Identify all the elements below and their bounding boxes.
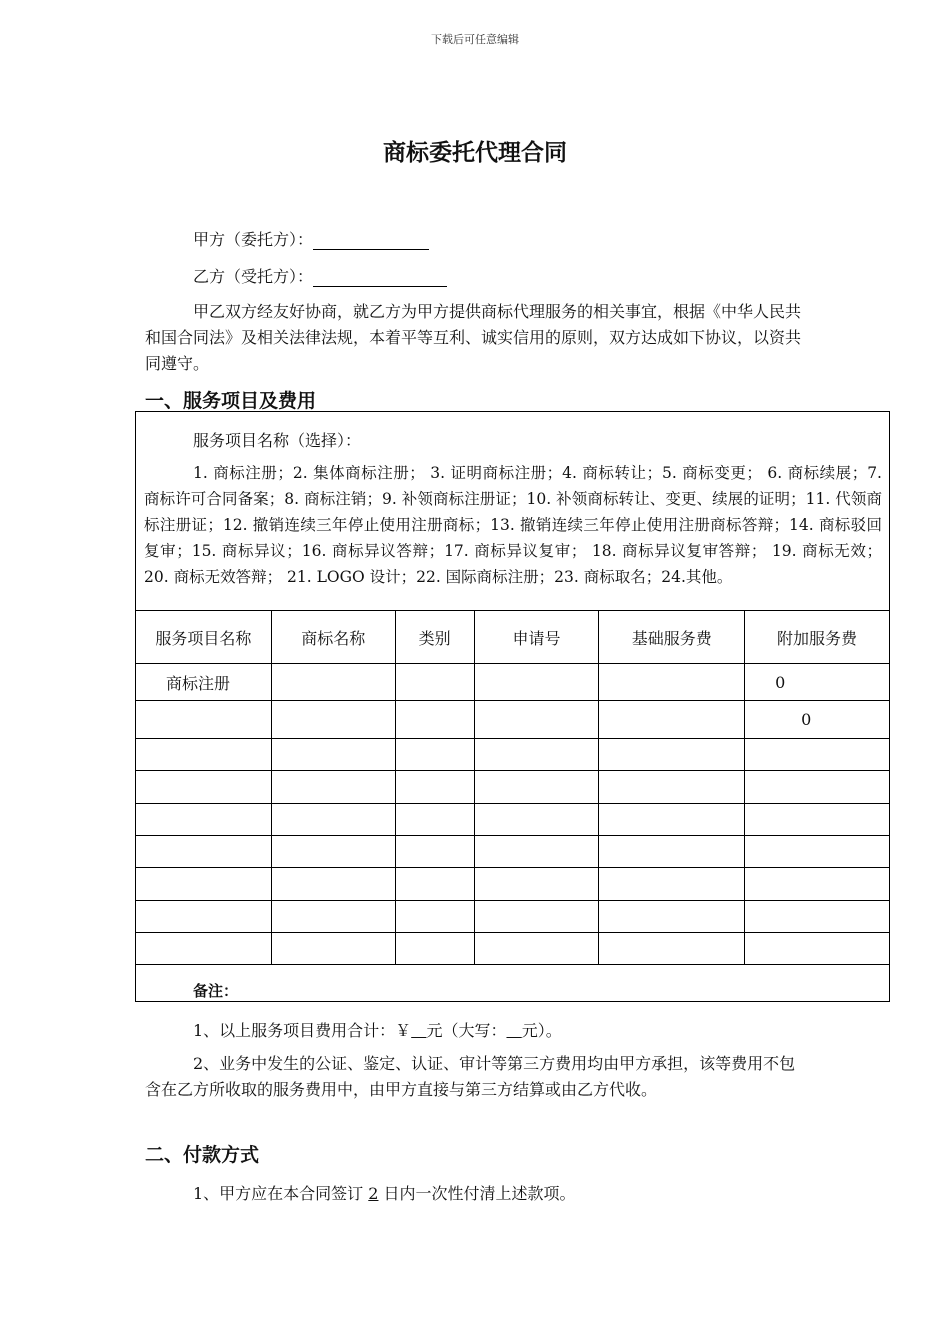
payment-prefix: 1、甲方应在本合同签订 (193, 1184, 369, 1203)
service-items-list: 1. 商标注册；2. 集体商标注册； 3. 证明商标注册；4. 商标转让；5. 商标变更； 6. 商标续展；7. 商标许可合同备案；8. 商标注销；9. 补领商标注册证；10. 补领商标转让、变更、续展的证明；11. 代领商标注册证；12. 撤销连续三年停止使用注册商标；13. 撤销连续三年停止使用注册商标答辩；14. 商标驳回复审；15. 商标异议；16. 商标异议答辩；17. 商标异议复审； 18. 商标异议复审答辩； 19. 商标无效； 20. 商标无效答辩； 21. LOGO 设计；22. 国际商标注册；23. 商标取名；24.其他。 (144, 464, 882, 586)
header-extra-fee: 附加服务费 (745, 611, 890, 664)
table-cell[interactable] (136, 901, 272, 933)
table-cell[interactable] (599, 836, 745, 868)
table-cell[interactable]: 0 (745, 701, 890, 739)
header-trademark-name: 商标名称 (271, 611, 395, 664)
document-title: 商标委托代理合同 (383, 140, 567, 166)
party-b-line (193, 264, 447, 287)
table-cell[interactable] (745, 771, 890, 804)
table-cell[interactable] (271, 739, 395, 771)
table-cell[interactable] (271, 933, 395, 965)
table-cell[interactable] (271, 901, 395, 933)
table-cell[interactable] (474, 836, 599, 868)
table-cell[interactable] (271, 701, 395, 739)
table-cell[interactable] (599, 739, 745, 771)
header-service-name: 服务项目名称 (136, 611, 272, 664)
table-row (136, 664, 890, 701)
section-1-title: 一、服务项目及费用 (145, 390, 317, 412)
table-cell[interactable] (271, 868, 395, 901)
header-application-no: 申请号 (474, 611, 599, 664)
table-row (136, 901, 890, 933)
table-row (136, 868, 890, 901)
table-cell[interactable] (474, 701, 599, 739)
payment-days[interactable]: 2 (368, 1184, 379, 1203)
table-cell[interactable] (745, 836, 890, 868)
table-cell[interactable] (745, 933, 890, 965)
fee-amount-words-blank[interactable] (506, 1021, 521, 1040)
table-row (136, 739, 890, 771)
preamble: 甲乙双方经友好协商，就乙方为甲方提供商标代理服务的相关事宜，根据《中华人民共和国合同法》及相关法律法规，本着平等互利、诚实信用的原则，双方达成如下协议，以资共同遵守。 (145, 302, 802, 373)
table-cell[interactable] (136, 804, 272, 836)
party-b-blank[interactable] (313, 270, 447, 287)
table-cell[interactable] (474, 868, 599, 901)
table-cell[interactable] (599, 804, 745, 836)
table-cell[interactable] (395, 664, 474, 701)
table-cell[interactable]: 商标注册 (136, 664, 272, 701)
service-intro: 服务项目名称（选择）： (193, 431, 362, 450)
fee-total-mid: 元（大写： (426, 1021, 507, 1040)
table-cell[interactable] (395, 836, 474, 868)
table-cell[interactable] (395, 933, 474, 965)
table-cell[interactable] (474, 804, 599, 836)
fee-total-line (193, 1018, 562, 1041)
table-cell[interactable] (745, 868, 890, 901)
table-cell[interactable] (599, 933, 745, 965)
table-cell[interactable] (474, 739, 599, 771)
table-cell[interactable] (745, 739, 890, 771)
table-cell[interactable] (136, 739, 272, 771)
table-cell[interactable] (745, 804, 890, 836)
table-row (136, 836, 890, 868)
fee-amount-blank[interactable] (411, 1021, 426, 1040)
table-cell[interactable] (395, 804, 474, 836)
section-2-title: 二、付款方式 (145, 1144, 260, 1166)
table-cell[interactable] (271, 804, 395, 836)
table-cell[interactable] (395, 739, 474, 771)
table-row (136, 804, 890, 836)
third-party-fee-note: 2、业务中发生的公证、鉴定、认证、审计等第三方费用均由甲方承担，该等费用不包含在乙方所收取的服务费用中，由甲方直接与第三方结算或由乙方代收。 (145, 1054, 796, 1099)
service-table (135, 610, 890, 965)
party-a-line (193, 227, 429, 250)
table-cell[interactable] (395, 701, 474, 739)
fee-total-prefix: 1、以上服务项目费用合计：￥ (193, 1021, 412, 1040)
table-cell[interactable] (271, 664, 395, 701)
header-base-fee: 基础服务费 (599, 611, 745, 664)
table-cell[interactable] (474, 933, 599, 965)
payment-suffix: 日内一次性付清上述款项。 (378, 1184, 576, 1203)
table-cell[interactable] (599, 901, 745, 933)
party-a-blank[interactable] (313, 233, 429, 250)
table-cell[interactable] (474, 664, 599, 701)
table-cell[interactable] (599, 664, 745, 701)
table-cell[interactable] (599, 771, 745, 804)
table-cell[interactable] (599, 868, 745, 901)
table-cell[interactable] (395, 771, 474, 804)
table-cell[interactable] (271, 771, 395, 804)
table-cell[interactable] (599, 701, 745, 739)
table-header-row (136, 611, 890, 664)
table-row (136, 933, 890, 965)
table-cell[interactable] (136, 771, 272, 804)
table-cell[interactable] (136, 836, 272, 868)
table-cell[interactable] (395, 901, 474, 933)
header-class: 类别 (395, 611, 474, 664)
table-row (136, 701, 890, 739)
service-box (135, 411, 890, 1002)
table-cell[interactable] (136, 701, 272, 739)
table-cell[interactable] (271, 836, 395, 868)
party-a-label: 甲方（委托方）： (193, 230, 314, 249)
header-note: 下载后可任意编辑 (431, 33, 519, 46)
table-cell[interactable]: 0 (745, 664, 890, 701)
table-row (136, 771, 890, 804)
table-cell[interactable] (474, 901, 599, 933)
table-cell[interactable] (136, 933, 272, 965)
table-cell[interactable] (474, 771, 599, 804)
fee-total-suffix: 元）。 (521, 1021, 562, 1040)
table-cell[interactable] (745, 901, 890, 933)
remark-label: 备注： (193, 982, 239, 1000)
table-cell[interactable] (136, 868, 272, 901)
table-cell[interactable] (395, 868, 474, 901)
party-b-label: 乙方（受托方）： (193, 267, 314, 286)
payment-line (193, 1181, 576, 1204)
